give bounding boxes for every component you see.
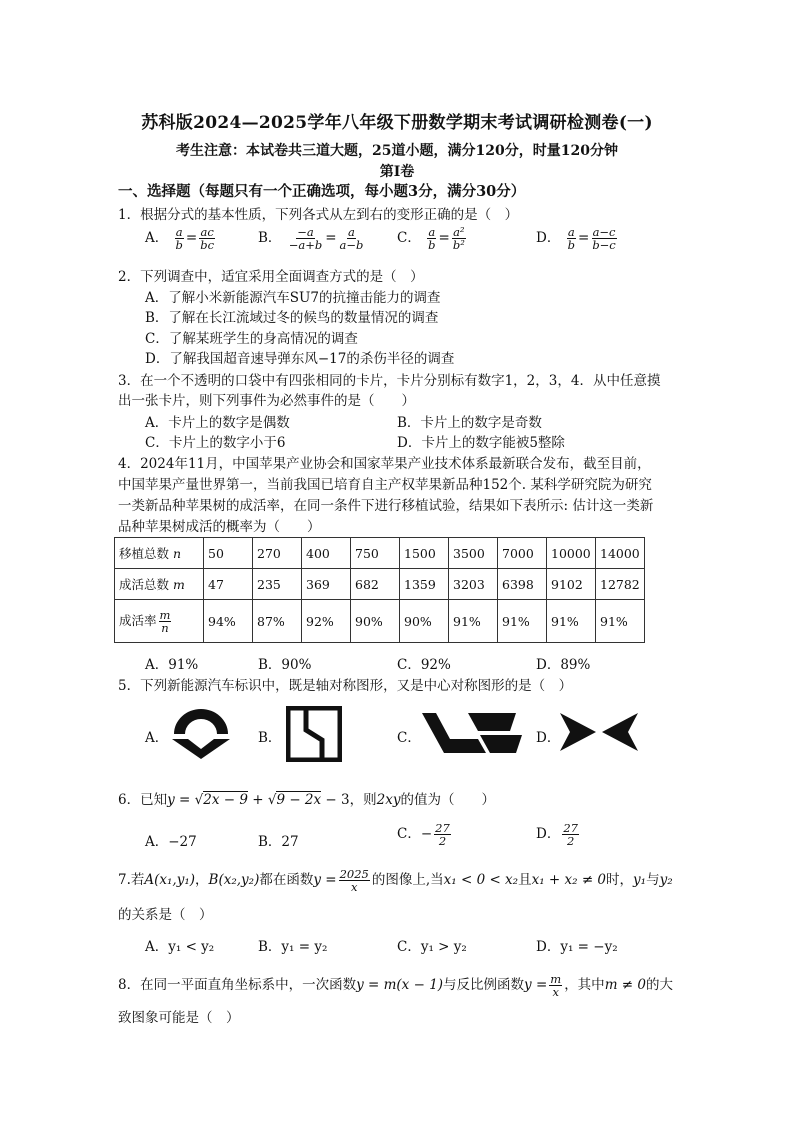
q4-option-d: D．89%: [536, 657, 591, 673]
q3-option-c: C．卡片上的数字小于6: [145, 435, 286, 451]
table-cell: 1359: [400, 569, 449, 600]
table-cell: 1500: [400, 538, 449, 569]
table-cell: 90%: [351, 600, 400, 643]
table-header-cell: 移植总数 n: [115, 538, 204, 569]
table-cell: 10000: [547, 538, 596, 569]
q1-option-c: C． $\frac{a}{b}$ = $\frac{\text{a²}}{\text{b²}}$: [397, 225, 465, 252]
table-cell: 90%: [400, 600, 449, 643]
question-3-stem-line2: 出一张卡片，则下列事件为必然事件的是（ ）: [118, 393, 415, 409]
xpeng-logo-icon: [560, 713, 638, 751]
exam-title: 苏科版2024—2025学年八年级下册数学期末考试调研检测卷(一): [141, 113, 653, 133]
q1-option-a: A． $\frac{a}{b}$ = $\frac{ac}{bc}$: [145, 225, 215, 252]
sqrt-icon: √: [194, 792, 204, 808]
question-2-stem: 2．下列调查中，适宜采用全面调查方式的是（ ）: [118, 269, 424, 285]
table-cell: 91%: [596, 600, 645, 643]
table-cell: 682: [351, 569, 400, 600]
question-5-stem: 5．下列新能源汽车标识中，既是轴对称图形，又是中心对称图形的是（ ）: [118, 678, 573, 694]
table-row: [115, 600, 645, 643]
table-cell: 12782: [596, 569, 645, 600]
q2-option-c: C．了解某班学生的身高情况的调查: [145, 331, 358, 347]
q3-option-a: A．卡片上的数字是偶数: [145, 415, 290, 431]
q4-option-c: C．92%: [397, 657, 451, 673]
table-cell: 87%: [253, 600, 302, 643]
q1-option-d: D． $\frac{a}{b}$ = $\frac{a-c}{b-c}$: [536, 225, 616, 252]
q6-option-a: A．−27: [145, 834, 197, 850]
q5-option-c-label: C．: [397, 730, 421, 746]
q5-option-a-label: A．: [145, 730, 169, 746]
square-path-logo-icon: [286, 706, 342, 762]
q1-option-b: B． $\frac{-a}{-a+b}$ = $\frac{a}{a-b}$: [258, 225, 364, 252]
nio-logo-icon: [170, 707, 232, 759]
table-row: [115, 538, 645, 569]
table-cell: 94%: [204, 600, 253, 643]
table-cell: 14000: [596, 538, 645, 569]
table-cell: 47: [204, 569, 253, 600]
sqrt-icon: √: [267, 792, 277, 808]
li-auto-logo-icon: [422, 713, 522, 753]
table-cell: 9102: [547, 569, 596, 600]
table-cell: 6398: [498, 569, 547, 600]
q3-option-b: B．卡片上的数字是奇数: [397, 415, 542, 431]
table-cell: 91%: [449, 600, 498, 643]
table-cell: 7000: [498, 538, 547, 569]
table-cell: 400: [302, 538, 351, 569]
table-cell: 3500: [449, 538, 498, 569]
q7-option-d: D．y₁ = −y₂: [536, 939, 618, 955]
q3-option-d: D．卡片上的数字能被5整除: [397, 435, 565, 451]
table-header-cell: 成活总数 m: [115, 569, 204, 600]
table-cell: 91%: [498, 600, 547, 643]
table-cell: 92%: [302, 600, 351, 643]
q6-option-b: B．27: [258, 834, 299, 850]
question-6-stem: 6．已知y = √2x − 9 + √9 − 2x − 3，则2xy的值为（ ）: [118, 792, 495, 808]
q2-option-b: B．了解在长江流域过冬的候鸟的数量情况的调查: [145, 310, 439, 326]
table-cell: 270: [253, 538, 302, 569]
section-heading: 一、选择题（每题只有一个正确选项，每小题3分，满分30分）: [118, 183, 526, 200]
question-8-line2: 致图象可能是（ ）: [118, 1010, 240, 1026]
question-1-stem: 1．根据分式的基本性质，下列各式从左到右的变形正确的是（ ）: [118, 207, 519, 223]
table-cell: 235: [253, 569, 302, 600]
q6-option-d: D． $\frac{27}{2}$: [536, 821, 578, 848]
table-cell: 369: [302, 569, 351, 600]
q2-option-d: D．了解我国超音速导弹东风−17的杀伤半径的调查: [145, 351, 455, 367]
part-heading: 第Ⅰ卷: [379, 164, 415, 180]
q4-option-b: B．90%: [258, 657, 312, 673]
question-4-line2: 中国苹果产量世界第一，当前我国已培育自主产权苹果新品种152个. 某科学研究院为研究: [118, 477, 652, 493]
table-cell: 3203: [449, 569, 498, 600]
survival-table: [114, 537, 645, 643]
exam-notice: 考生注意：本试卷共三道大题，25道小题，满分120分，时量120分钟: [176, 143, 618, 159]
table-row: [115, 569, 645, 600]
question-3-stem-line1: 3．在一个不透明的口袋中有四张相同的卡片，卡片分别标有数字1，2，3，4．从中任意摸: [118, 373, 661, 389]
table-header-cell: 成活率 $\frac{m}{n}$: [115, 600, 204, 643]
question-4-line4: 品种苹果树成活的概率为（ ）: [118, 519, 321, 535]
q5-option-d-label: D．: [536, 730, 561, 746]
q2-option-a: A．了解小米新能源汽车SU7的抗撞击能力的调查: [145, 290, 441, 306]
table-cell: 91%: [547, 600, 596, 643]
question-4-line1: 4．2024年11月，中国苹果产业协会和国家苹果产业技术体系最新联合发布，截至目前，: [118, 456, 651, 472]
question-4-line3: 一类新品种苹果树的成活率，在同一条件下进行移植试验，结果如下表所示: 估计这一类新: [118, 498, 654, 514]
q7-option-a: A．y₁ < y₂: [145, 939, 215, 955]
q4-option-a: A．91%: [145, 657, 199, 673]
table-cell: 750: [351, 538, 400, 569]
q7-option-c: C．y₁ > y₂: [397, 939, 467, 955]
question-7-stem: 7.若A(x₁,y₁)，B(x₂,y₂)都在函数y = $\frac{2025}{x}$ 的图像上,当x₁ < 0 < x₂且x₁ + x₂ ≠ 0时，y₁与y₂: [118, 867, 673, 894]
question-8-stem: 8．在同一平面直角坐标系中，一次函数y = m(x − 1)与反比例函数y = $\frac{m}{x}$ ，其中m ≠ 0的大: [118, 972, 673, 999]
question-7-line2: 的关系是（ ）: [118, 907, 213, 923]
q5-option-b-label: B．: [258, 730, 282, 746]
q7-option-b: B．y₁ = y₂: [258, 939, 328, 955]
table-cell: 50: [204, 538, 253, 569]
q6-option-c: C．− $\frac{27}{2}$: [397, 821, 450, 848]
